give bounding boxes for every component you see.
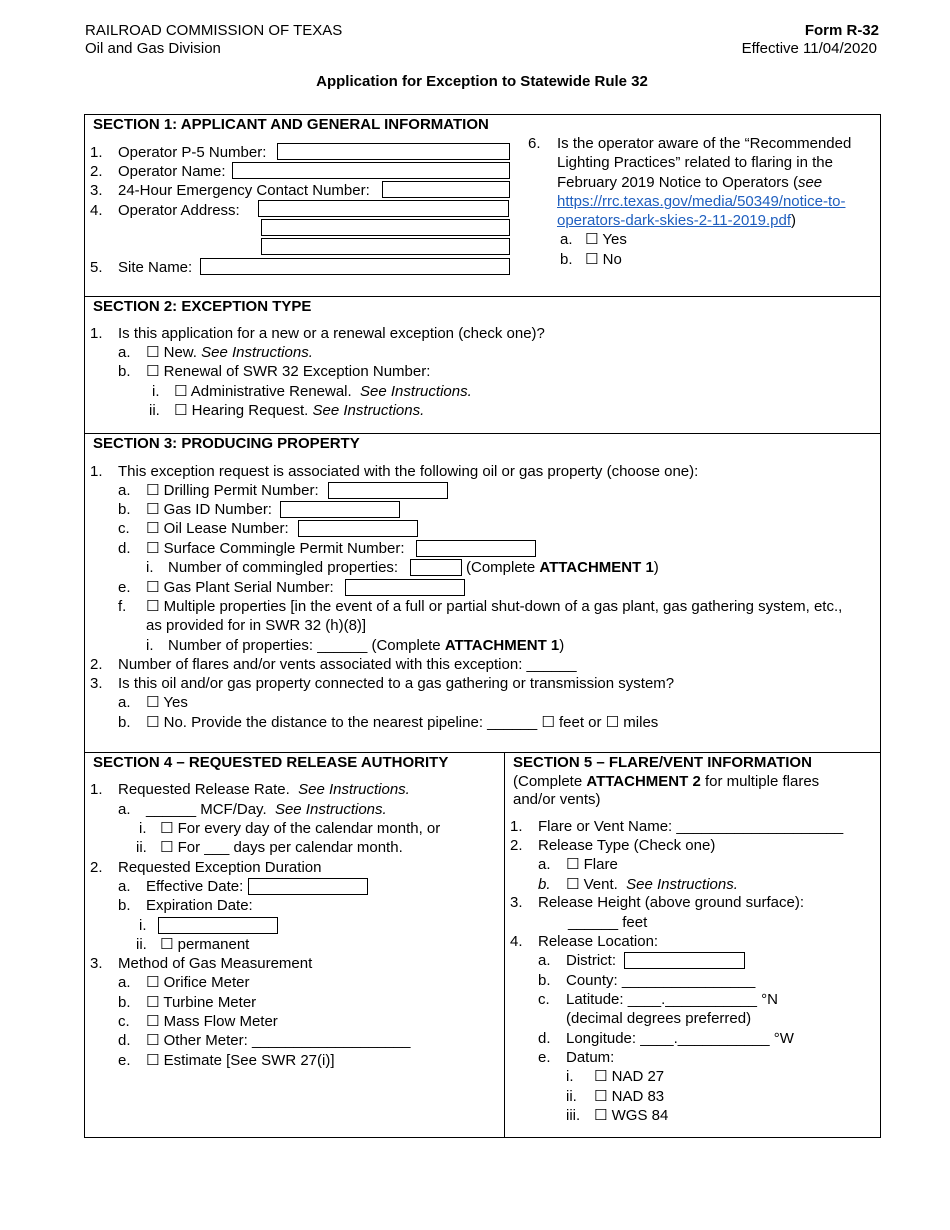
s3-num-2: 2.: [90, 656, 103, 673]
nad27-checkbox[interactable]: ☐ NAD 27: [594, 1068, 665, 1085]
division-name: Oil and Gas Division: [85, 40, 221, 57]
s4-exp-roman-ii: ii.: [136, 936, 147, 953]
surface-commingle-input[interactable]: [416, 540, 536, 557]
s3-letter-d: d.: [118, 540, 131, 557]
commingled-count-input[interactable]: [410, 559, 462, 576]
s3-q3-letter-a: a.: [118, 694, 131, 711]
gas-measurement-label: Method of Gas Measurement: [118, 955, 313, 972]
s5-datum-ii: ii.: [566, 1088, 577, 1105]
flare-checkbox[interactable]: ☐ Flare: [566, 856, 618, 873]
s4-letter-a: a.: [118, 801, 131, 818]
s2-roman-ii: ii.: [149, 402, 160, 419]
release-height-label: Release Height (above ground surface):: [538, 894, 804, 911]
operator-name-input[interactable]: [232, 162, 510, 179]
emergency-contact-label: 24-Hour Emergency Contact Number:: [118, 182, 370, 199]
gas-plant-checkbox[interactable]: ☐ Gas Plant Serial Number:: [146, 579, 334, 596]
section3-title: SECTION 3: PRODUCING PROPERTY: [93, 435, 360, 452]
operator-name-label: Operator Name:: [118, 163, 226, 180]
s3-letter-f: f.: [118, 598, 127, 615]
connected-yes-checkbox[interactable]: ☐ Yes: [146, 694, 188, 711]
commingled-attachment-note: (Complete ATTACHMENT 1): [466, 559, 659, 576]
effective-date-input[interactable]: [248, 878, 368, 895]
release-type-label: Release Type (Check one): [538, 837, 716, 854]
s4-roman-ii: ii.: [136, 839, 147, 856]
operator-address-input-3[interactable]: [261, 238, 510, 255]
p5-number-input[interactable]: [277, 143, 510, 160]
permanent-checkbox[interactable]: ☐ permanent: [160, 936, 250, 953]
turbine-meter-checkbox[interactable]: ☐ Turbine Meter: [146, 994, 257, 1011]
nad83-checkbox[interactable]: ☐ NAD 83: [594, 1088, 665, 1105]
form-number: Form R-32: [804, 22, 879, 39]
s3-letter-c: c.: [118, 520, 130, 537]
s5-num-3: 3.: [510, 894, 523, 911]
s4-exp-roman-i: i.: [139, 917, 147, 934]
emergency-contact-input[interactable]: [382, 181, 510, 198]
s3-letter-b: b.: [118, 501, 131, 518]
oil-lease-input[interactable]: [298, 520, 418, 537]
multiple-properties-checkbox[interactable]: ☐ Multiple properties [in the event of a full or partial shut-down of a gas plant, gas gathering system, etc.,: [146, 598, 843, 615]
effective-date: Effective 11/04/2020: [741, 40, 877, 57]
release-height-field[interactable]: ______ feet: [568, 914, 648, 931]
mass-flow-meter-checkbox[interactable]: ☐ Mass Flow Meter: [146, 1013, 278, 1030]
drilling-permit-checkbox[interactable]: ☐ Drilling Permit Number:: [146, 482, 319, 499]
county-field[interactable]: County: ________________: [566, 972, 756, 989]
flare-vent-name-field[interactable]: Flare or Vent Name: ____________________: [538, 818, 844, 835]
vent-checkbox[interactable]: ☐ Vent. See Instructions.: [566, 876, 738, 893]
datum-label: Datum:: [566, 1049, 615, 1066]
s5-datum-iii: iii.: [566, 1107, 581, 1124]
s4-m-d: d.: [118, 1032, 131, 1049]
q6-no-checkbox[interactable]: ☐ No: [585, 251, 622, 268]
s5-loc-a: a.: [538, 952, 551, 969]
hearing-request-checkbox[interactable]: ☐ Hearing Request. See Instructions.: [174, 402, 425, 419]
s5-datum-i: i.: [566, 1068, 574, 1085]
s5-loc-d: d.: [538, 1030, 551, 1047]
operator-address-input-1[interactable]: [258, 200, 509, 217]
q6-letter-b: b.: [560, 251, 573, 268]
q6-yes-checkbox[interactable]: ☐ Yes: [585, 231, 627, 248]
s2-question-1: Is this application for a new or a renewal exception (check one)?: [118, 325, 545, 342]
exception-duration-label: Requested Exception Duration: [118, 859, 322, 876]
s5-loc-e: e.: [538, 1049, 551, 1066]
connected-no-checkbox[interactable]: ☐ No. Provide the distance to the nearest pipeline: ______ ☐ feet or ☐ miles: [146, 714, 659, 731]
effective-date-label: Effective Date:: [146, 878, 244, 895]
oil-lease-checkbox[interactable]: ☐ Oil Lease Number:: [146, 520, 289, 537]
divider-s4-s5: [504, 752, 505, 1138]
gas-id-checkbox[interactable]: ☐ Gas ID Number:: [146, 501, 272, 518]
drilling-permit-input[interactable]: [328, 482, 448, 499]
dark-skies-link-line1[interactable]: https://rrc.texas.gov/media/50349/notice-to-: [557, 193, 846, 210]
estimate-checkbox[interactable]: ☐ Estimate [See SWR 27(i)]: [146, 1052, 335, 1069]
longitude-field[interactable]: Longitude: ____.___________ °W: [566, 1030, 794, 1047]
s4-m-a: a.: [118, 974, 131, 991]
s1-num-5: 5.: [90, 259, 103, 276]
s3-num-1: 1.: [90, 463, 103, 480]
s3-num-3: 3.: [90, 675, 103, 692]
dark-skies-link-line2[interactable]: operators-dark-skies-2-11-2019.pdf): [557, 212, 797, 229]
commingled-count-label: Number of commingled properties:: [168, 559, 399, 576]
other-meter-checkbox[interactable]: ☐ Other Meter: ___________________: [146, 1032, 411, 1049]
orifice-meter-checkbox[interactable]: ☐ Orifice Meter: [146, 974, 250, 991]
section2-title: SECTION 2: EXCEPTION TYPE: [93, 298, 312, 315]
s5-loc-c: c.: [538, 991, 550, 1008]
renewal-exception-checkbox[interactable]: ☐ Renewal of SWR 32 Exception Number:: [146, 363, 431, 380]
s3-letter-a: a.: [118, 482, 131, 499]
s4-duration-a: a.: [118, 878, 131, 895]
multiple-properties-line2: as provided for in SWR 32 (h)(8)]: [146, 617, 367, 634]
s2-roman-i: i.: [152, 383, 160, 400]
s5-subtitle-line1: (Complete ATTACHMENT 2 for multiple flares: [513, 773, 820, 790]
s3-letter-e: e.: [118, 579, 131, 596]
s4-m-e: e.: [118, 1052, 131, 1069]
s4-roman-i: i.: [139, 820, 147, 837]
q6-text-line1: Is the operator aware of the “Recommended: [557, 135, 852, 152]
s3-question-1: This exception request is associated with the following oil or gas property (choose one):: [118, 463, 699, 480]
s5-loc-b: b.: [538, 972, 551, 989]
site-name-input[interactable]: [200, 258, 510, 275]
site-name-label: Site Name:: [118, 259, 193, 276]
form-title: Application for Exception to Statewide Rule 32: [316, 73, 648, 90]
agency-name: RAILROAD COMMISSION OF TEXAS: [85, 22, 343, 39]
s5-subtitle-line2: and/or vents): [513, 791, 601, 808]
new-exception-checkbox[interactable]: ☐ New. See Instructions.: [146, 344, 313, 361]
s5-letter-a: a.: [538, 856, 551, 873]
flares-count-question: Number of flares and/or vents associated with this exception: ______: [118, 656, 577, 673]
p5-number-label: Operator P-5 Number:: [118, 144, 267, 161]
latitude-note: (decimal degrees preferred): [566, 1010, 752, 1027]
s4-duration-b: b.: [118, 897, 131, 914]
every-day-checkbox[interactable]: ☐ For every day of the calendar month, or: [160, 820, 441, 837]
expiration-date-label: Expiration Date:: [146, 897, 253, 914]
s1-num-1: 1.: [90, 144, 103, 161]
properties-count-line: Number of properties: ______ (Complete ATTACHMENT 1): [168, 637, 565, 654]
s2-letter-b: b.: [118, 363, 131, 380]
gas-id-input[interactable]: [280, 501, 400, 518]
s1-num-2: 2.: [90, 163, 103, 180]
s1-num-3: 3.: [90, 182, 103, 199]
q6-text-line2: Lighting Practices” related to flaring in the: [557, 154, 833, 171]
admin-renewal-checkbox[interactable]: ☐ Administrative Renewal. See Instructions.: [174, 383, 472, 400]
s4-num-1: 1.: [90, 781, 103, 798]
s5-num-1: 1.: [510, 818, 523, 835]
s5-num-4: 4.: [510, 933, 523, 950]
s5-num-2: 2.: [510, 837, 523, 854]
wgs84-checkbox[interactable]: ☐ WGS 84: [594, 1107, 669, 1124]
expiration-date-input[interactable]: [158, 917, 278, 934]
s3-f-roman-i: i.: [146, 637, 154, 654]
s4-num-3: 3.: [90, 955, 103, 972]
operator-address-input-2[interactable]: [261, 219, 510, 236]
section1-title: SECTION 1: APPLICANT AND GENERAL INFORMATION: [93, 116, 489, 133]
district-input[interactable]: [624, 952, 745, 969]
s1-num-4: 4.: [90, 202, 103, 219]
q6-text-line3: February 2019 Notice to Operators (see: [557, 174, 823, 191]
operator-address-label: Operator Address:: [118, 202, 240, 219]
q6-letter-a: a.: [560, 231, 573, 248]
s3-d-roman-i: i.: [146, 559, 154, 576]
district-label: District:: [566, 952, 616, 969]
s4-m-b: b.: [118, 994, 131, 1011]
mcf-per-day-field[interactable]: ______ MCF/Day. See Instructions.: [146, 801, 387, 818]
s4-num-2: 2.: [90, 859, 103, 876]
s4-m-c: c.: [118, 1013, 130, 1030]
days-per-month-checkbox[interactable]: ☐ For ___ days per calendar month.: [160, 839, 403, 856]
s3-q3-letter-b: b.: [118, 714, 131, 731]
section5-title: SECTION 5 – FLARE/VENT INFORMATION: [513, 754, 812, 771]
s5-letter-b: b.: [538, 876, 551, 893]
gas-plant-input[interactable]: [345, 579, 465, 596]
release-rate-label: Requested Release Rate. See Instructions.: [118, 781, 410, 798]
release-location-label: Release Location:: [538, 933, 659, 950]
s2-letter-a: a.: [118, 344, 131, 361]
s2-num-1: 1.: [90, 325, 103, 342]
section4-title: SECTION 4 – REQUESTED RELEASE AUTHORITY: [93, 754, 449, 771]
gathering-system-question: Is this oil and/or gas property connected to a gas gathering or transmission system?: [118, 675, 675, 692]
s1-num-6: 6.: [528, 135, 541, 152]
surface-commingle-checkbox[interactable]: ☐ Surface Commingle Permit Number:: [146, 540, 405, 557]
latitude-field[interactable]: Latitude: ____.___________ °N: [566, 991, 779, 1008]
